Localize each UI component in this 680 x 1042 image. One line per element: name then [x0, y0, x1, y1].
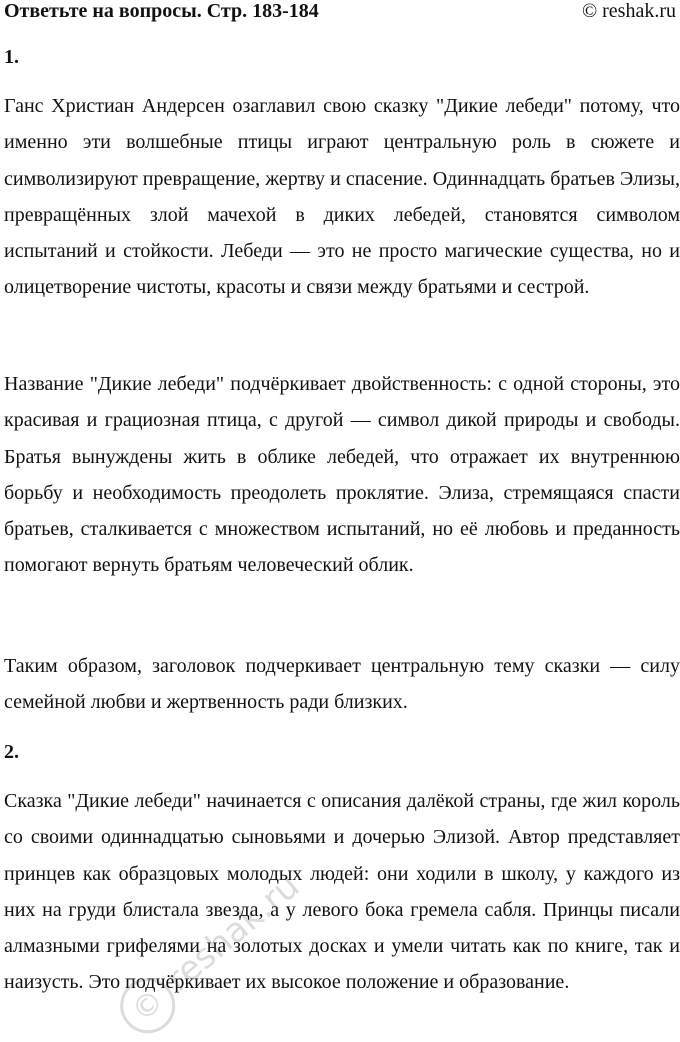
section-1-paragraph-1: Ганс Христиан Андерсен озаглавил свою сказку "Дикие лебеди" потому, что именно эти волшебные птицы играют центральную роль в сюжете и символизируют превращение, жертву и спасение. Одиннадцать братьев Элизы, превращённых злой мачехой в диких лебедей, становятся символом испытаний и стойкости. Лебеди — это не просто магические существа, но и олицетворение чистоты, красоты и связи между братьями и сестрой. [4, 95, 680, 299]
page-title: Ответьте на вопросы. Стр. 183-184 [4, 0, 319, 22]
watermark-symbol: © [125, 983, 171, 1030]
page-header [4, 0, 676, 22]
watermark-text: reshak.ru [158, 865, 308, 1000]
section-2-paragraph-1: Сказка "Дикие лебеди" начинается с описания далёкой страны, где жил король со своими одиннадцатью сыновьями и дочерью Элизой. Автор представляет принцев как образцовых молодых людей: они ходили в школу, у каждого из них на груди блистала звезда, а у левого бока гремела сабля. Принцы писали алмазными грифелями на золотых досках и умели читать как по книге, так и наизусть. Это подчёркивает их высокое положение и образование. [4, 790, 680, 994]
section-1-paragraph-2: Название "Дикие лебеди" подчёркивает двойственность: с одной стороны, это красивая и грациозная птица, с другой — символ дикой природы и свободы. Братья вынуждены жить в облике лебедей, что отражает их внутреннюю борьбу и необходимость преодолеть проклятие. Элиза, стремящаяся спасти братьев, сталкивается с множеством испытаний, но её любовь и преданность помогают вернуть братьям человеческий облик. [4, 373, 680, 577]
section-1-number: 1. [4, 46, 19, 68]
section-2-number: 2. [4, 741, 19, 763]
section-1-paragraph-3: Таким образом, заголовок подчеркивает центральную тему сказки — силу семейной любви и жертвенность ради близких. [4, 655, 680, 714]
site-credit: © reshak.ru [581, 0, 676, 22]
